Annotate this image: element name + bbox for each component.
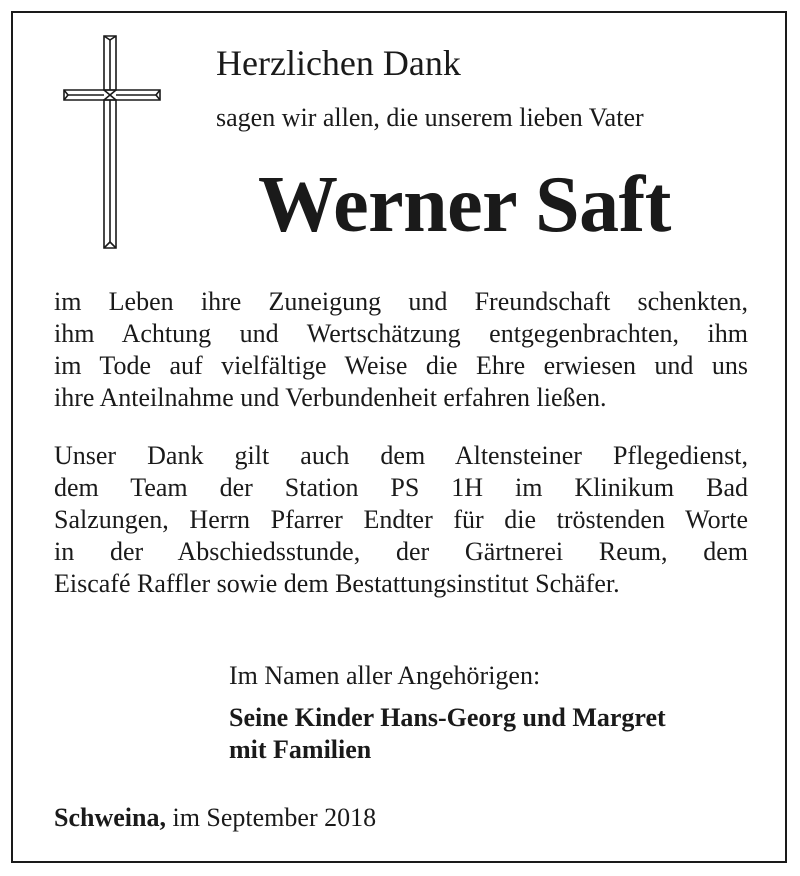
cross-icon xyxy=(62,34,162,250)
deceased-name: Werner Saft xyxy=(258,161,671,249)
text-line: Eiscafé Raffler sowie dem Bestattungsinstitut Schäfer. xyxy=(54,569,620,598)
paragraph-thanks xyxy=(54,286,748,414)
date: im September 2018 xyxy=(172,803,377,832)
text-line: im Tode auf vielfältige Weise die Ehre erwiesen und uns xyxy=(54,351,748,380)
signers-line: mit Familien xyxy=(229,735,372,764)
text-line: ihm Achtung und Wertschätzung entgegenbrachten, ihm xyxy=(54,319,748,348)
text-line: in der Abschiedsstunde, der Gärtnerei Reum, dem xyxy=(54,537,748,566)
signers-line: Seine Kinder Hans-Georg und Margret xyxy=(229,703,666,732)
paragraph-acknowledgements xyxy=(54,440,748,600)
text-line: Salzungen, Herrn Pfarrer Endter für die tröstenden Worte xyxy=(54,505,748,534)
place: Schweina, xyxy=(54,803,166,832)
signoff-line: Im Namen aller Angehörigen: xyxy=(229,661,541,690)
text-line: dem Team der Station PS 1H im Klinikum Bad xyxy=(54,473,748,502)
text-line: im Leben ihre Zuneigung und Freundschaft schenkten, xyxy=(54,287,748,316)
text-line: ihre Anteilnahme und Verbundenheit erfahren ließen. xyxy=(54,383,607,412)
place-date xyxy=(54,802,376,834)
intro-line: sagen wir allen, die unserem lieben Vater xyxy=(216,103,644,132)
heading: Herzlichen Dank xyxy=(216,43,461,83)
text-line: Unser Dank gilt auch dem Altensteiner Pflegedienst, xyxy=(54,441,748,470)
signers xyxy=(229,702,666,766)
